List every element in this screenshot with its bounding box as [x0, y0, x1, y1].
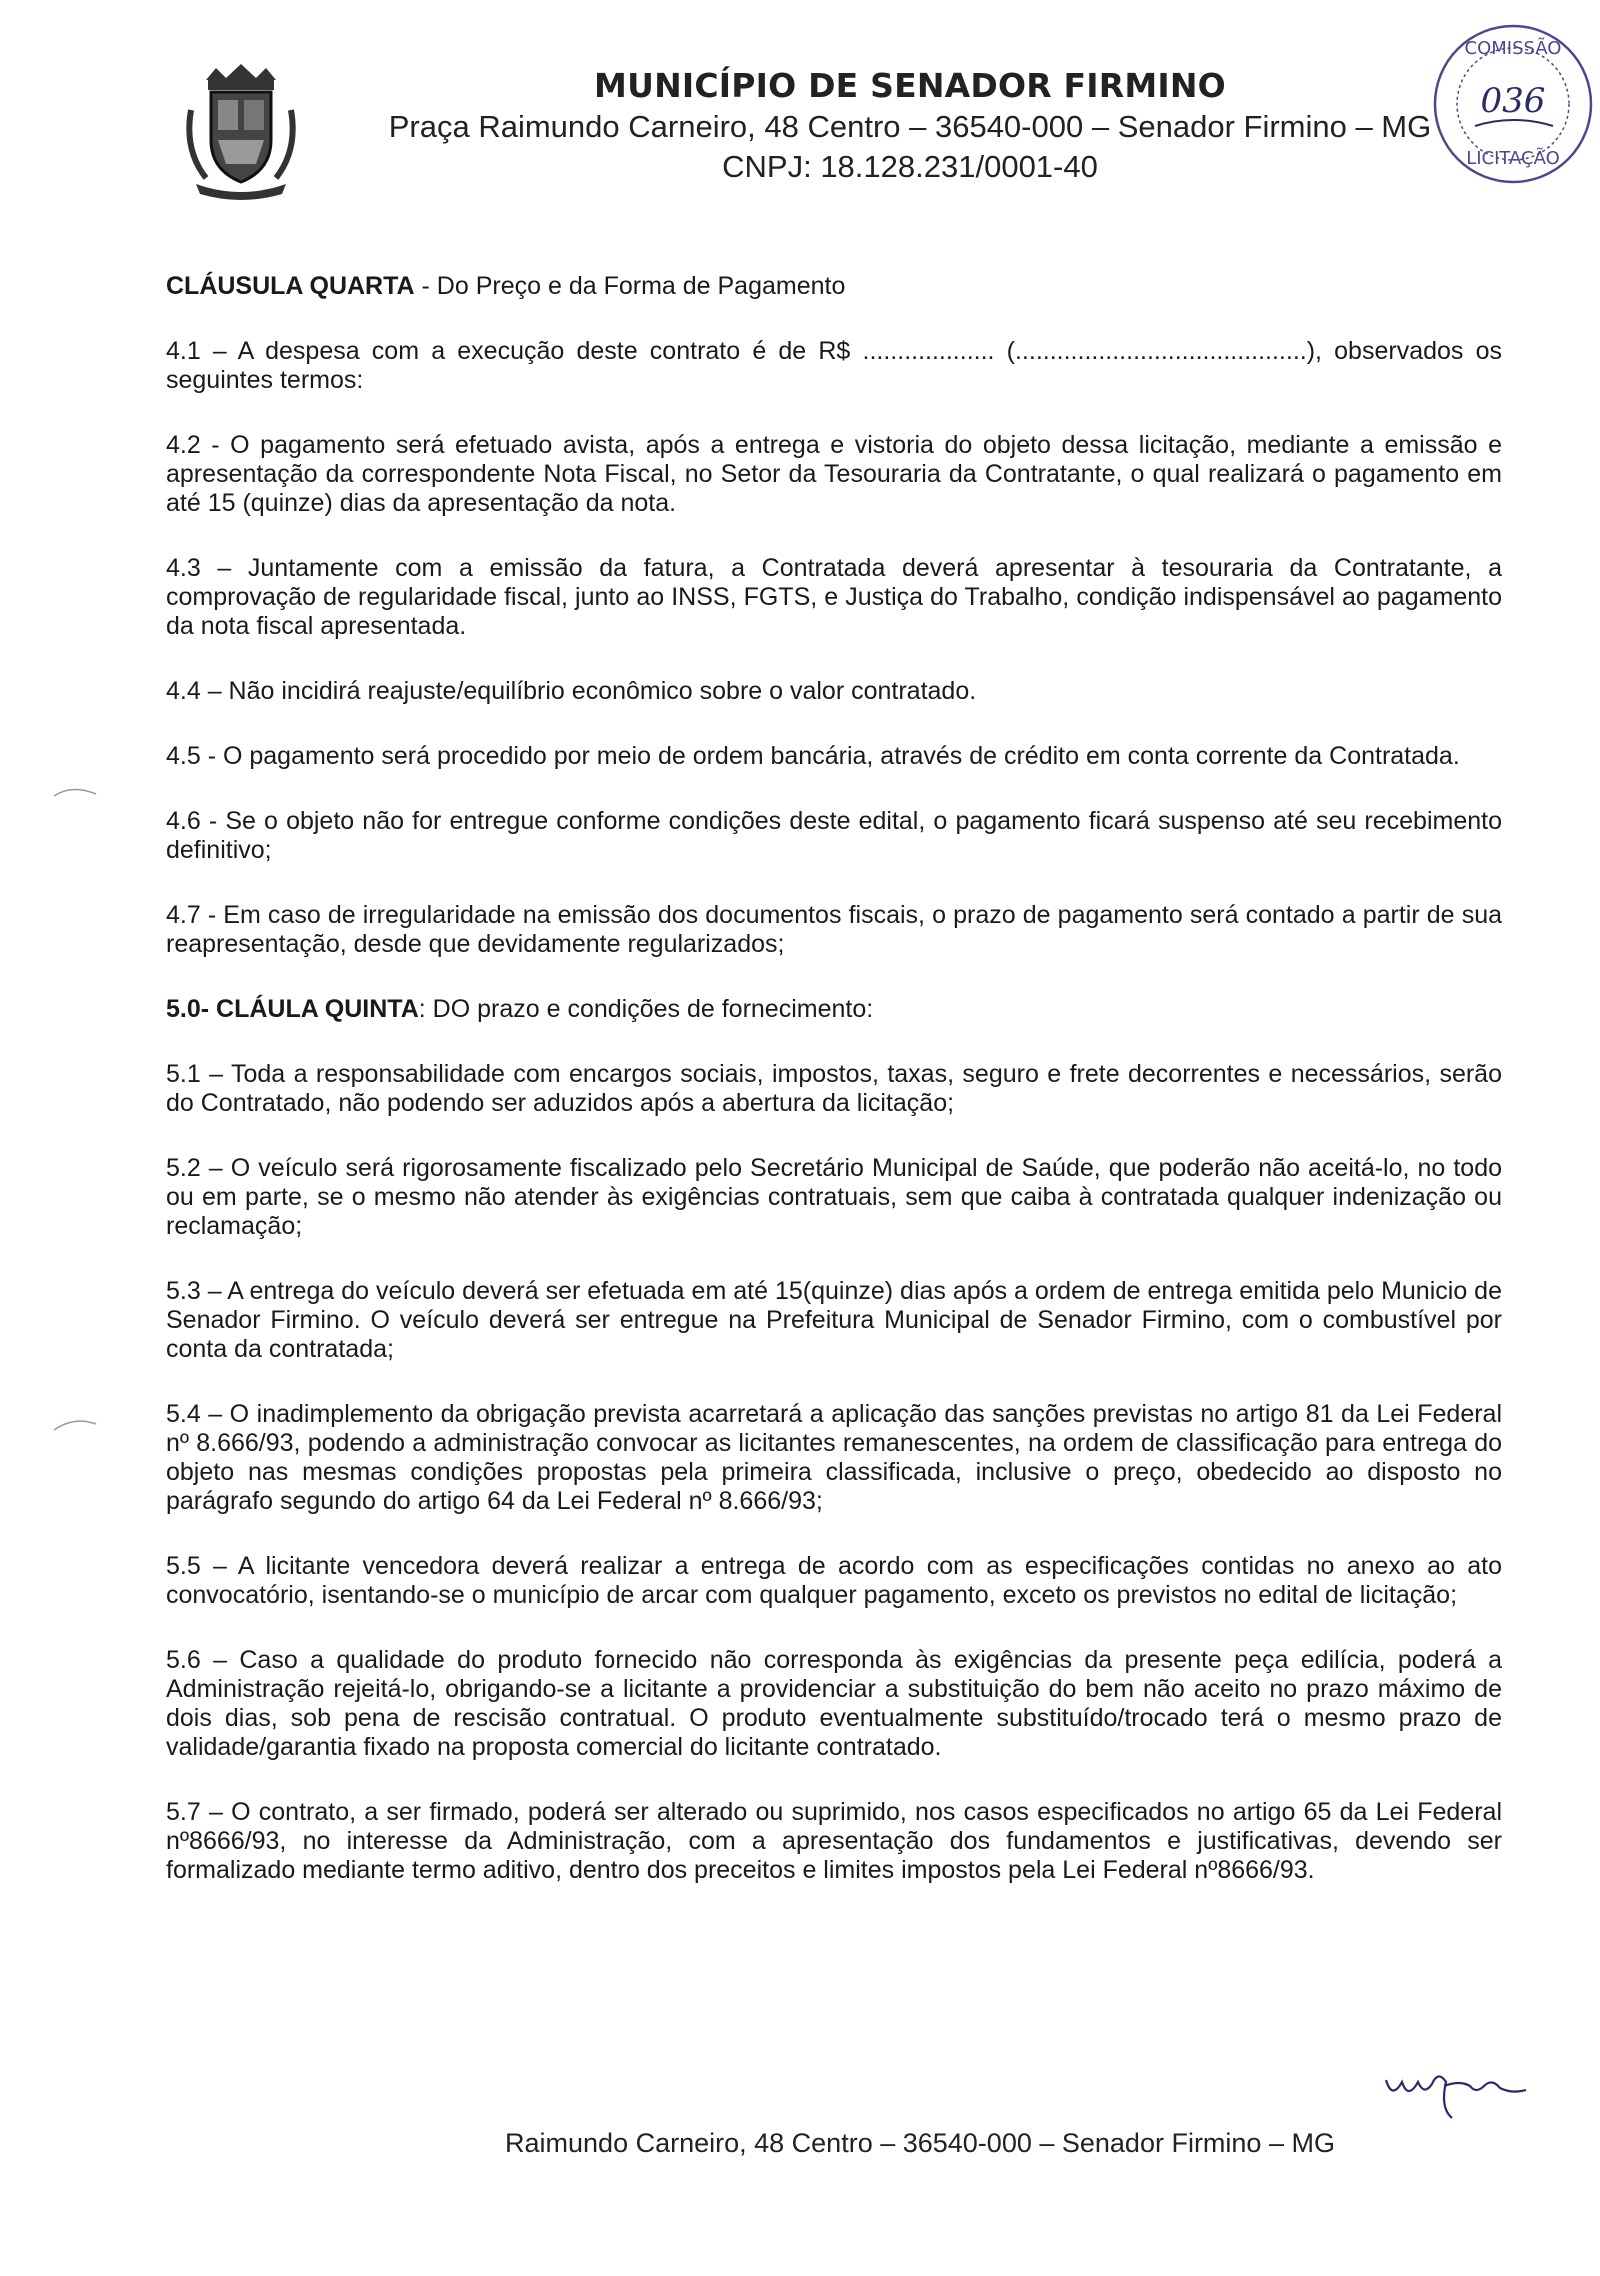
- stamp-bottom-text: LICITAÇÃO: [1466, 148, 1560, 169]
- clause-item: 5.5 – A licitante vencedora deverá realizar a entrega de acordo com as especificações contidas no anexo ao ato convocatório, isentando-se o município de arcar com qualquer pagamento, exceto os previstos no edital de licitação;: [166, 1552, 1502, 1609]
- coat-of-arms-icon: [186, 60, 296, 200]
- clause-item: 5.6 – Caso a qualidade do produto fornecido não corresponda às exigências da presente peça edilícia, poderá a Administração rejeitá-lo, obrigando-se a licitante a providenciar a substituição do bem não aceito no prazo máximo de dois dias, sob pena de rescisão contratual. O produto eventualmente substituído/trocado terá o mesmo prazo de validade/garantia fixado na proposta comercial do licitante contratado.: [166, 1646, 1502, 1761]
- clause-item: 4.5 - O pagamento será procedido por meio de ordem bancária, através de crédito em conta corrente da Contratada.: [166, 742, 1460, 770]
- page-footer: [0, 2128, 1600, 2159]
- clause-item: 4.6 - Se o objeto não for entregue conforme condições deste edital, o pagamento ficará suspenso até seu recebimento definitivo;: [166, 807, 1502, 864]
- clause-item: 5.3 – A entrega do veículo deverá ser efetuada em até 15(quinze) dias após a ordem de entrega emitida pelo Municio de Senador Firmino. O veículo deverá ser entregue na Prefeitura Municipal de Senador Firmino, com o combustível por conta da contratada;: [166, 1277, 1502, 1363]
- signature-mark: [1380, 2060, 1530, 2120]
- municipality-title: MUNICÍPIO DE SENADOR FIRMINO: [594, 66, 1226, 105]
- clause-item: 4.4 – Não incidirá reajuste/equilíbrio econômico sobre o valor contratado.: [166, 677, 977, 705]
- clause-item: 5.4 – O inadimplemento da obrigação prevista acarretará a aplicação das sanções previstas no artigo 81 da Lei Federal nº 8.666/93, podendo a administração convocar as licitantes remanescentes, na ordem de classificação para entrega do objeto nas mesmas condições propostas pela primeira classificada, inclusive o preço, obedecido ao disposto no parágrafo segundo do artigo 64 da Lei Federal nº 8.666/93;: [166, 1400, 1502, 1515]
- clause-item: 4.7 - Em caso de irregularidade na emissão dos documentos fiscais, o prazo de pagamento será contado a partir de sua reapresentação, desde que devidamente regularizados;: [166, 901, 1502, 958]
- margin-mark: [52, 782, 98, 802]
- stamp-number: 036: [1480, 81, 1546, 121]
- footer-address: Raimundo Carneiro, 48 Centro – 36540-000 – Senador Firmino – MG: [505, 2128, 1335, 2158]
- municipality-address: Praça Raimundo Carneiro, 48 Centro – 36540-000 – Senador Firmino – MG: [388, 109, 1432, 144]
- margin-mark: [52, 1414, 98, 1434]
- municipality-cnpj: CNPJ: 18.128.231/0001-40: [722, 149, 1098, 184]
- clause-item: 5.2 – O veículo será rigorosamente fiscalizado pelo Secretário Municipal de Saúde, que poderão não aceitá-lo, no todo ou em parte, se o mesmo não atender às exigências contratuais, sem que caiba à contratada qualquer indenização ou reclamação;: [166, 1154, 1502, 1240]
- clause-item: 4.3 – Juntamente com a emissão da fatura, a Contratada deverá apresentar à tesouraria da Contratante, a comprovação de regularidade fiscal, junto ao INSS, FGTS, e Justiça do Trabalho, condição indispensável ao pagamento da nota fiscal apresentada.: [166, 554, 1502, 640]
- clause-item: 5.1 – Toda a responsabilidade com encargos sociais, impostos, taxas, seguro e frete decorrentes e necessários, serão do Contratado, não podendo ser aduzidos após a abertura da licitação;: [166, 1060, 1502, 1117]
- clause-item: 4.2 - O pagamento será efetuado avista, após a entrega e vistoria do objeto dessa licitação, mediante a emissão e apresentação da correspondente Nota Fiscal, no Setor da Tesouraria da Contratante, o qual realizará o pagamento em até 15 (quinze) dias da apresentação da nota.: [166, 431, 1502, 517]
- clause-item: 4.1 – A despesa com a execução deste contrato é de R$ ................... (..........................................), observados os seguintes termos:: [166, 337, 1502, 394]
- letterhead-text: [360, 66, 1460, 185]
- clause-four-heading: CLÁUSULA QUARTA - Do Preço e da Forma de Pagamento: [166, 272, 846, 300]
- clause-item: 5.7 – O contrato, a ser firmado, poderá ser alterado ou suprimido, nos casos especificados no artigo 65 da Lei Federal nº8666/93, no interesse da Administração, com a apresentação dos fundamentos e justificativas, devendo ser formalizado mediante termo aditivo, dentro dos preceitos e limites impostos pela Lei Federal nº8666/93.: [166, 1798, 1502, 1884]
- letterhead: [0, 0, 1600, 230]
- clause-five-heading: 5.0- CLÁULA QUINTA: DO prazo e condições de fornecimento:: [166, 995, 874, 1023]
- contract-body: [166, 272, 1502, 1885]
- stamp-top-text: COMISSÃO: [1464, 38, 1562, 59]
- commission-stamp: [1425, 14, 1595, 189]
